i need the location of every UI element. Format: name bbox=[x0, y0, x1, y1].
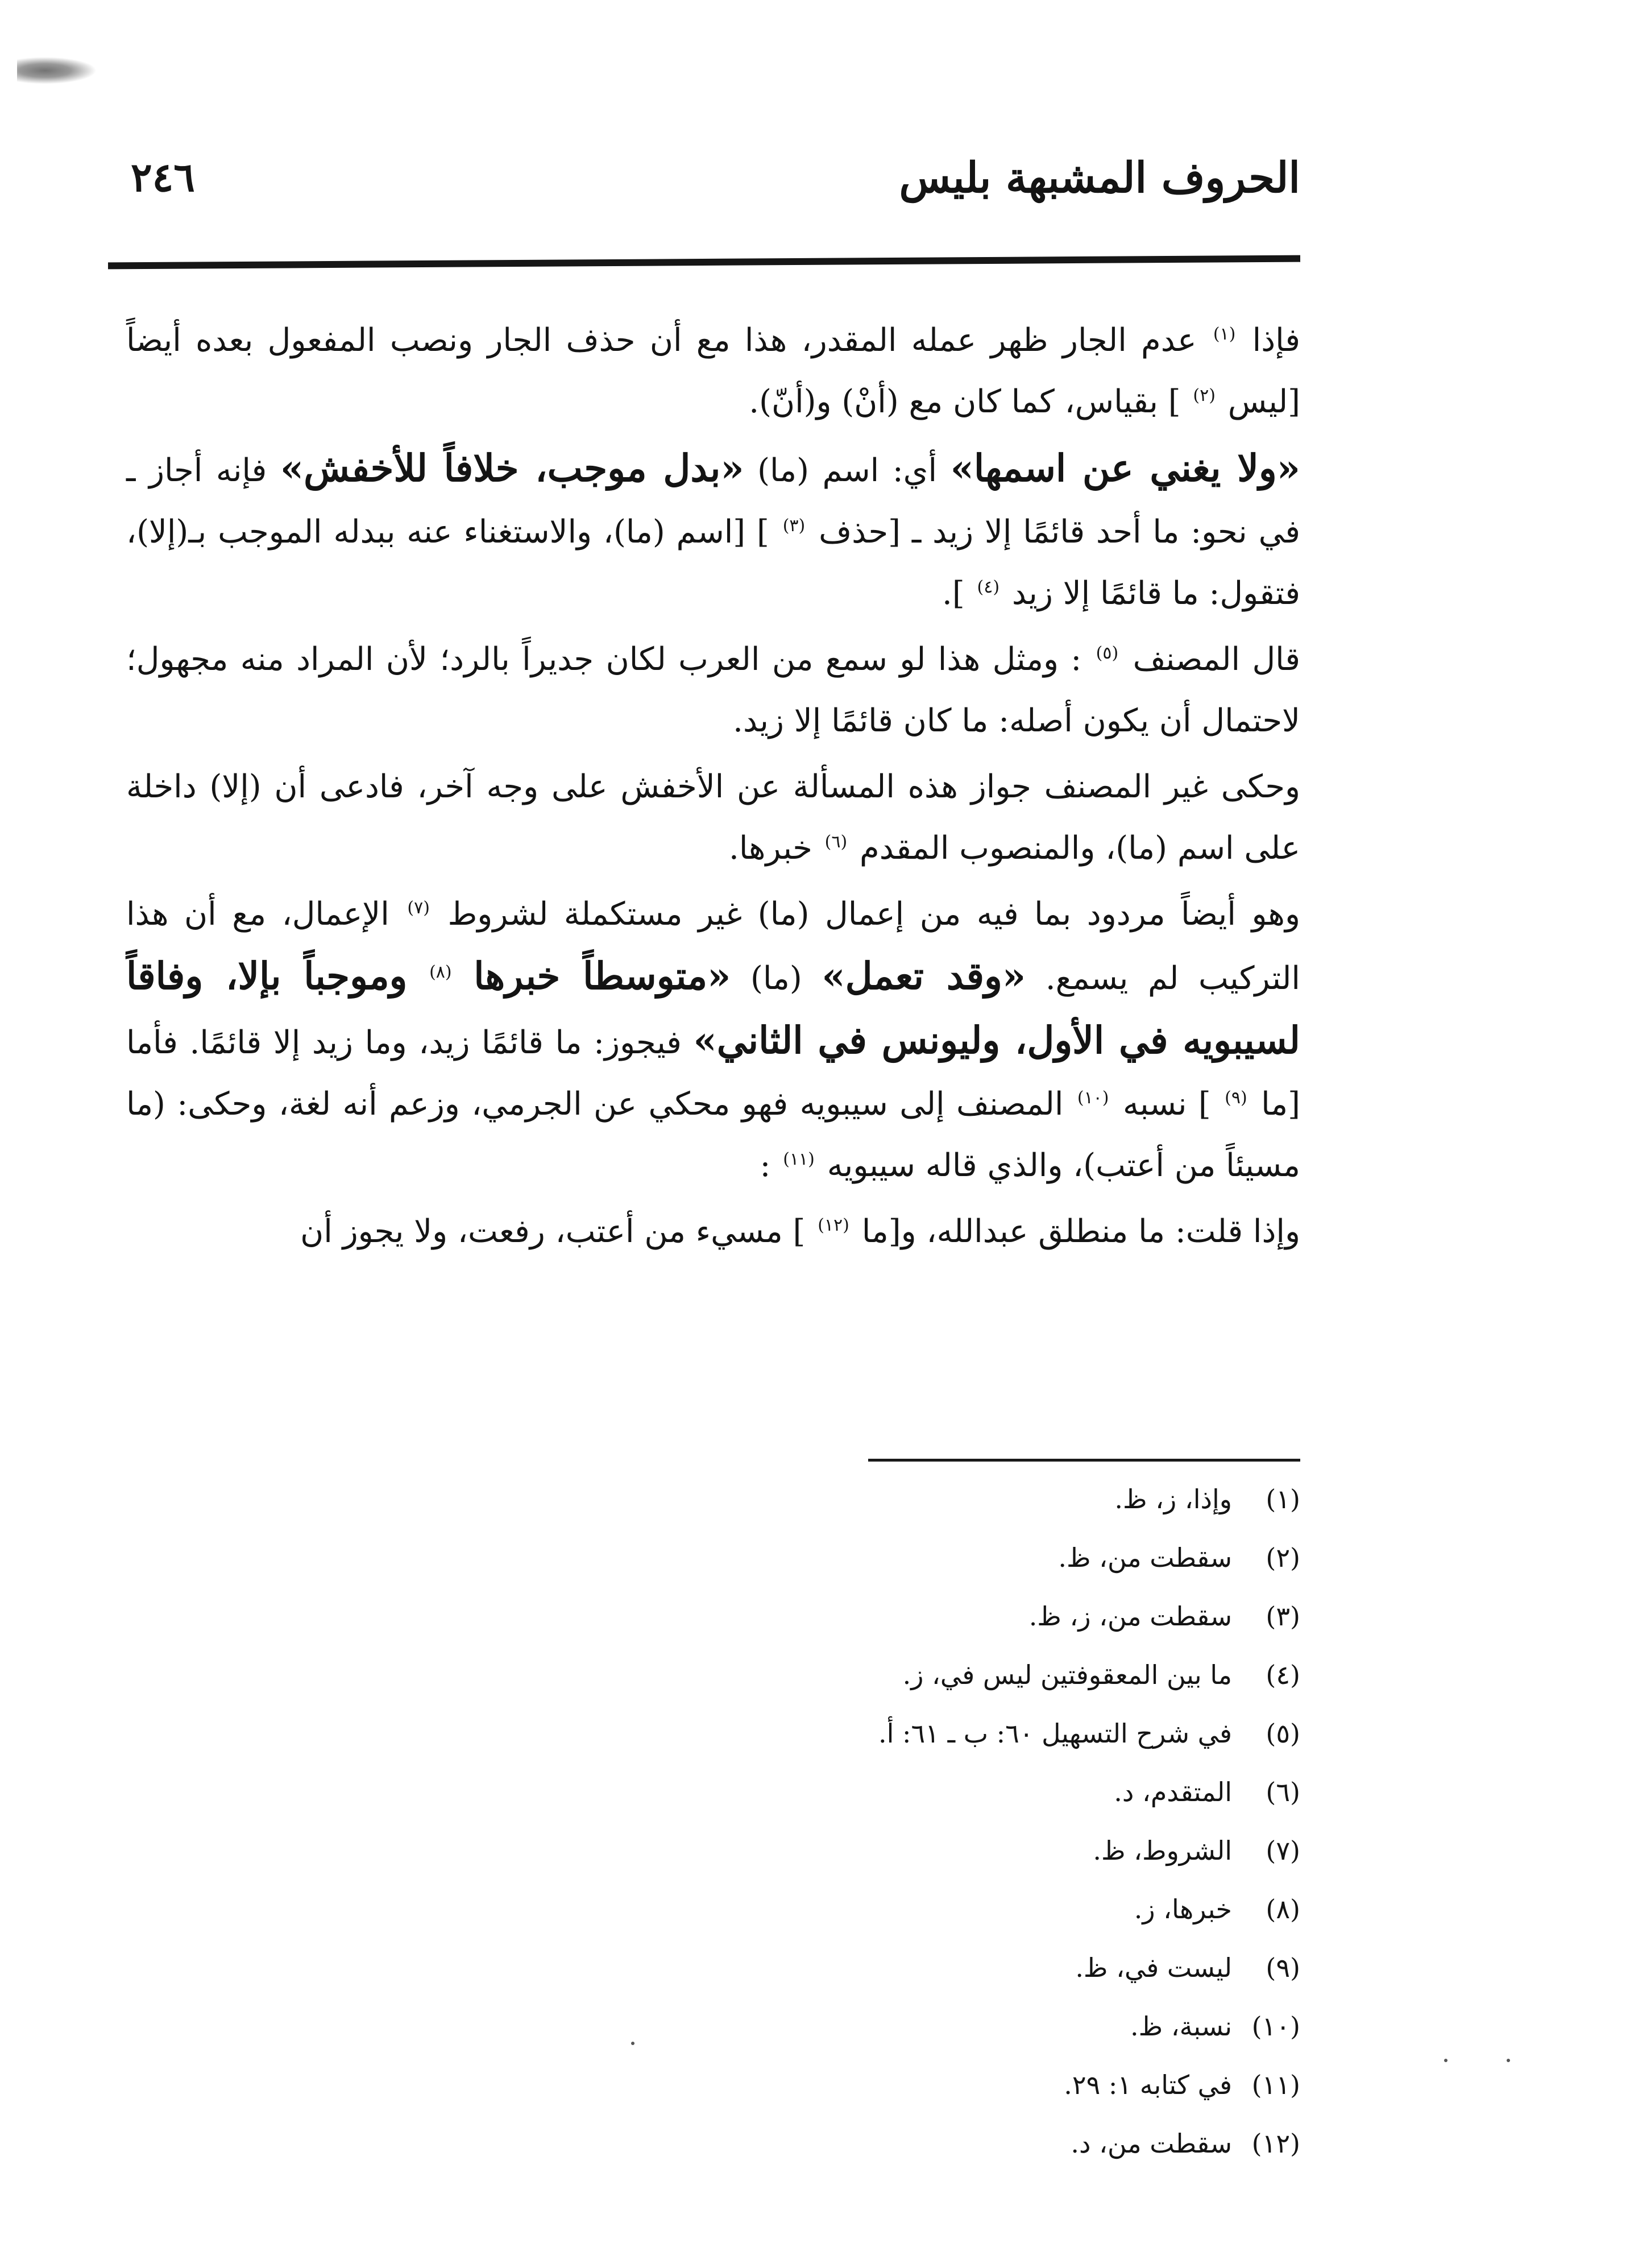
footnote-ref: (١٢) bbox=[818, 1215, 849, 1236]
footnote-text: ما بين المعقوفتين ليس في، ز. bbox=[902, 1659, 1232, 1690]
footnote-text: في شرح التسهيل ٦٠: ب ـ ٦١: أ. bbox=[878, 1718, 1232, 1749]
scan-dot bbox=[1507, 2059, 1510, 2062]
text-run: ] بقياس، كما كان مع (أنْ) و(أنّ). bbox=[749, 383, 1181, 420]
footnote-number: (٥) bbox=[1266, 1718, 1300, 1749]
footnote-item bbox=[618, 1704, 1300, 1763]
footnote-number: (١) bbox=[1266, 1484, 1300, 1514]
paragraph-3 bbox=[126, 629, 1300, 752]
footnote-number: (١٢) bbox=[1251, 2128, 1300, 2159]
footnote-text: الشروط، ظ. bbox=[1093, 1835, 1232, 1866]
footnote-number: (٩) bbox=[1266, 1952, 1300, 1983]
footnote-item bbox=[618, 1822, 1300, 1880]
main-text bbox=[126, 310, 1300, 1267]
page-number: ٢٤٦ bbox=[131, 154, 195, 201]
text-run: فيجوز: ما قائمًا زيد، وما زيد إلا قائمًا. فأما [ما bbox=[126, 1024, 1300, 1123]
text-run: أي: اسم (ما) bbox=[757, 452, 938, 489]
text-run: (ما) bbox=[750, 960, 802, 997]
footnote-number: (٣) bbox=[1266, 1601, 1300, 1632]
footnote-ref: (٦) bbox=[824, 832, 848, 852]
text-run: وحكى غير المصنف جواز هذه المسألة عن الأخفش على وجه آخر، فادعى أن (إلا) داخلة على اسم (ما)، والمنصوب المقدم bbox=[126, 768, 1300, 867]
footnote-item bbox=[618, 1529, 1300, 1587]
footnote-separator bbox=[868, 1459, 1300, 1462]
footnote-item bbox=[618, 2114, 1300, 2173]
footnote-number: (٨) bbox=[1266, 1894, 1300, 1925]
footnote-item bbox=[618, 1763, 1300, 1822]
footnote-text: سقطت من، ز، ظ. bbox=[1028, 1601, 1232, 1632]
footnote-item bbox=[618, 1470, 1300, 1529]
text-run: : ومثل هذا لو سمع من العرب لكان جديراً بالرد؛ لأن المراد منه مجهول؛ لاحتمال أن يكون أصله: ما كان قائمًا إلا زيد. bbox=[126, 641, 1300, 739]
text-run: عدم الجار ظهر عمله المقدر، هذا مع أن حذف الجار ونصب المفعول بعده أيضاً [ليس bbox=[126, 322, 1300, 420]
footnote-item bbox=[618, 1587, 1300, 1646]
text-run: فإذا bbox=[1252, 322, 1300, 359]
text-run: خبرها. bbox=[729, 830, 812, 867]
matn-quote: «بدل موجب، خلافاً للأخفش» bbox=[280, 446, 744, 490]
footnote-text: المتقدم، د. bbox=[1114, 1777, 1232, 1807]
footnote-text: ليست في، ظ. bbox=[1075, 1952, 1232, 1983]
text-run: قال المصنف bbox=[1133, 641, 1300, 678]
footnote-number: (١١) bbox=[1251, 2070, 1300, 2100]
text-run: ]. bbox=[942, 575, 965, 612]
matn-quote: «متوسطاً خبرها bbox=[474, 954, 731, 998]
footnote-text: سقطت من، ظ. bbox=[1058, 1542, 1232, 1573]
footnote-ref: (٤) bbox=[977, 577, 1000, 598]
paragraph-2 bbox=[126, 437, 1300, 624]
footnote-number: (٢) bbox=[1266, 1542, 1300, 1573]
text-run: الإعمال، مع أن هذا التركيب لم يسمع. bbox=[126, 896, 1300, 997]
paragraph-1 bbox=[126, 310, 1300, 433]
footnote-ref: (٨) bbox=[429, 962, 452, 983]
text-run: المصنف إلى سيبويه فهو محكي عن الجرمي، وزعم أنه لغة، وحكى: (ما مسيئاً من أعتب)، والذي قاله سيبويه bbox=[126, 1086, 1300, 1184]
scan-dot bbox=[631, 2042, 634, 2045]
running-title: الحروف المشبهة بليس bbox=[899, 154, 1300, 202]
text-run: وإذا قلت: ما منطلق عبدالله، و[ما bbox=[861, 1213, 1300, 1250]
scan-speck bbox=[17, 57, 97, 84]
footnote-item bbox=[618, 1997, 1300, 2056]
footnotes bbox=[618, 1470, 1300, 2173]
paragraph-4 bbox=[126, 756, 1300, 879]
header-rule bbox=[108, 255, 1300, 270]
footnote-number: (٤) bbox=[1266, 1659, 1300, 1690]
footnote-ref: (٧) bbox=[407, 898, 430, 918]
text-run: ] [اسم (ما)، والاستغناء عنه ببدله الموجب بـ(إلا)، فتقول: ما قائمًا إلا زيد bbox=[126, 514, 1300, 612]
footnote-ref: (٥) bbox=[1096, 643, 1119, 664]
scan-dot bbox=[1444, 2059, 1447, 2062]
footnote-text: في كتابه ١: ٢٩. bbox=[1064, 2070, 1232, 2100]
footnote-ref: (٩) bbox=[1225, 1088, 1247, 1108]
paragraph-6 bbox=[126, 1201, 1300, 1263]
text-run: ] مسيء من أعتب، رفعت، ولا يجوز أن bbox=[300, 1213, 806, 1250]
footnote-number: (٧) bbox=[1266, 1835, 1300, 1866]
footnote-ref: (٢) bbox=[1193, 386, 1216, 406]
text-run: : bbox=[760, 1147, 771, 1184]
footnote-text: خبرها، ز. bbox=[1134, 1894, 1232, 1925]
text-run: وهو أيضاً مردود بما فيه من إعمال (ما) غير مستكملة لشروط bbox=[447, 896, 1300, 933]
footnote-ref: (١) bbox=[1213, 324, 1236, 345]
page-header bbox=[131, 154, 1300, 233]
footnote-number: (١٠) bbox=[1251, 2011, 1300, 2042]
matn-quote: «وقد تعمل» bbox=[822, 954, 1026, 998]
footnote-item bbox=[618, 2056, 1300, 2114]
footnote-item bbox=[618, 1880, 1300, 1939]
footnote-ref: (٣) bbox=[782, 516, 806, 536]
footnote-number: (٦) bbox=[1266, 1777, 1300, 1807]
paragraph-5 bbox=[126, 884, 1300, 1197]
text-run: فإنه أجاز ـ في نحو: ما أحد قائمًا إلا زيد ـ [حذف bbox=[126, 452, 1301, 551]
footnote-item bbox=[618, 1646, 1300, 1704]
footnote-text: وإذا، ز، ظ. bbox=[1114, 1484, 1232, 1514]
matn-quote: «ولا يغني عن اسمها» bbox=[950, 446, 1300, 490]
footnote-text: نسبة، ظ. bbox=[1130, 2011, 1232, 2042]
footnote-text: سقطت من، د. bbox=[1071, 2128, 1232, 2159]
text-run: ] نسبه bbox=[1122, 1086, 1211, 1123]
footnote-ref: (١٠) bbox=[1077, 1088, 1109, 1108]
matn-quote: وموجباً بإلا، وفاقاً لسيبويه في الأول، وليونس في الثاني» bbox=[126, 954, 1300, 1062]
footnote-item bbox=[618, 1939, 1300, 1997]
footnote-ref: (١١) bbox=[783, 1149, 815, 1170]
